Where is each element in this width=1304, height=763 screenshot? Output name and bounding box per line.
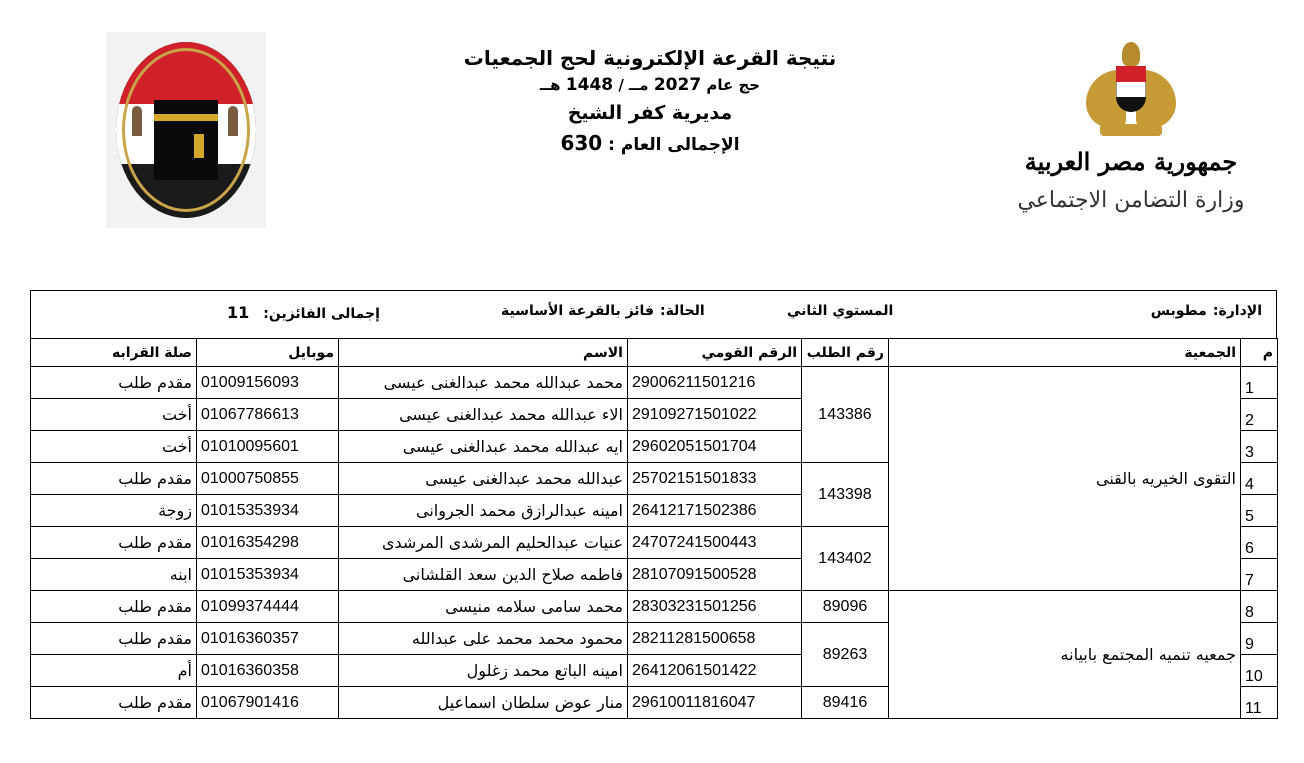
national-id-cell: 29610011816047 [628,687,802,719]
row-index: 2 [1241,399,1278,431]
mobile-cell: 01010095601 [197,431,339,463]
relation-cell: مقدم طلب [31,527,197,559]
administration-info: الإدارة:مطوبس [1150,303,1262,319]
name-cell: امينه الباتع محمد زغلول [339,655,628,687]
mobile-cell: 01009156093 [197,367,339,399]
national-id-cell: 29602051501704 [628,431,802,463]
request-number-cell: 143386 [802,367,889,463]
row-index: 5 [1241,495,1278,527]
relation-cell: مقدم طلب [31,463,197,495]
relation-cell: زوجة [31,495,197,527]
row-index: 4 [1241,463,1278,495]
relation-cell: مقدم طلب [31,623,197,655]
row-index: 10 [1241,655,1278,687]
name-cell: محمد عبدالله محمد عبدالغنى عيسى [339,367,628,399]
name-cell: محمود محمد محمد على عبدالله [339,623,628,655]
row-index: 11 [1241,687,1278,719]
header-national-id: الرقم القومي [628,339,802,367]
national-id-cell: 26412061501422 [628,655,802,687]
hajj-year: حج عام 2027 مــ / 1448 هــ [539,75,761,95]
table-header-row [31,339,1278,367]
mobile-cell: 01015353934 [197,559,339,591]
national-id-cell: 24707241500443 [628,527,802,559]
association-cell: جمعيه تنميه المجتمع بابيانه [889,591,1241,719]
name-cell: منار عوض سلطان اسماعيل [339,687,628,719]
mobile-cell: 01000750855 [197,463,339,495]
row-index: 6 [1241,527,1278,559]
summary-bar [30,290,1277,338]
status-info: الحالة:فائز بالقرعة الأساسية [501,303,705,319]
relation-cell: أم [31,655,197,687]
name-cell: ايه عبدالله محمد عبدالغنى عيسى [339,431,628,463]
relation-cell: مقدم طلب [31,591,197,623]
report-title: نتيجة القرعة الإلكترونية لحج الجمعيات [463,46,837,70]
request-number-cell: 143398 [802,463,889,527]
mobile-cell: 01067786613 [197,399,339,431]
header-association: الجمعية [889,339,1241,367]
directorate-name: مديرية كفر الشيخ [567,102,733,124]
header-name: الاسم [339,339,628,367]
results-table [30,338,1278,719]
republic-name: جمهورية مصر العربية [1024,147,1238,176]
row-index: 9 [1241,623,1278,655]
relation-cell: مقدم طلب [31,367,197,399]
national-id-cell: 29109271501022 [628,399,802,431]
ministry-name: وزارة التضامن الاجتماعي [1017,188,1245,213]
mobile-cell: 01015353934 [197,495,339,527]
eagle-emblem-icon [1086,36,1176,138]
pilgrimage-seal-logo [106,32,266,228]
table-row [31,591,1278,623]
national-id-cell: 28211281500658 [628,623,802,655]
row-index: 1 [1241,367,1278,399]
row-index: 7 [1241,559,1278,591]
name-cell: عبدالله محمد عبدالغنى عيسى [339,463,628,495]
kaaba-seal-icon [116,42,256,218]
request-number-cell: 89416 [802,687,889,719]
name-cell: محمد سامى سلامه منيسى [339,591,628,623]
table-row [31,367,1278,399]
name-cell: عنيات عبدالحليم المرشدى المرشدى [339,527,628,559]
mobile-cell: 01016360357 [197,623,339,655]
level-info: المستوي الثاني [787,303,894,319]
mobile-cell: 01016354298 [197,527,339,559]
relation-cell: أخت [31,399,197,431]
header-relation: صلة القرابه [31,339,197,367]
national-id-cell: 26412171502386 [628,495,802,527]
relation-cell: مقدم طلب [31,687,197,719]
government-emblem [1016,36,1246,236]
name-cell: فاطمه صلاح الدين سعد القلشانى [339,559,628,591]
row-index: 3 [1241,431,1278,463]
national-id-cell: 25702151501833 [628,463,802,495]
request-number-cell: 89096 [802,591,889,623]
association-cell: التقوى الخيريه بالقنى [889,367,1241,591]
request-number-cell: 89263 [802,623,889,687]
name-cell: امينه عبدالرازق محمد الجروانى [339,495,628,527]
winners-total: إجمالى الفائزين:11 [227,303,380,322]
row-index: 8 [1241,591,1278,623]
header-mobile: موبايل [197,339,339,367]
mobile-cell: 01016360358 [197,655,339,687]
name-cell: الاء عبدالله محمد عبدالغنى عيسى [339,399,628,431]
mobile-cell: 01067901416 [197,687,339,719]
header-index: م [1241,339,1278,367]
relation-cell: أخت [31,431,197,463]
header-request-no: رقم الطلب [802,339,889,367]
national-id-cell: 28303231501256 [628,591,802,623]
request-number-cell: 143402 [802,527,889,591]
relation-cell: ابنه [31,559,197,591]
report-header [420,44,880,160]
grand-total: الإجمالى العام : 630 [560,131,740,155]
national-id-cell: 28107091500528 [628,559,802,591]
mobile-cell: 01099374444 [197,591,339,623]
national-id-cell: 29006211501216 [628,367,802,399]
